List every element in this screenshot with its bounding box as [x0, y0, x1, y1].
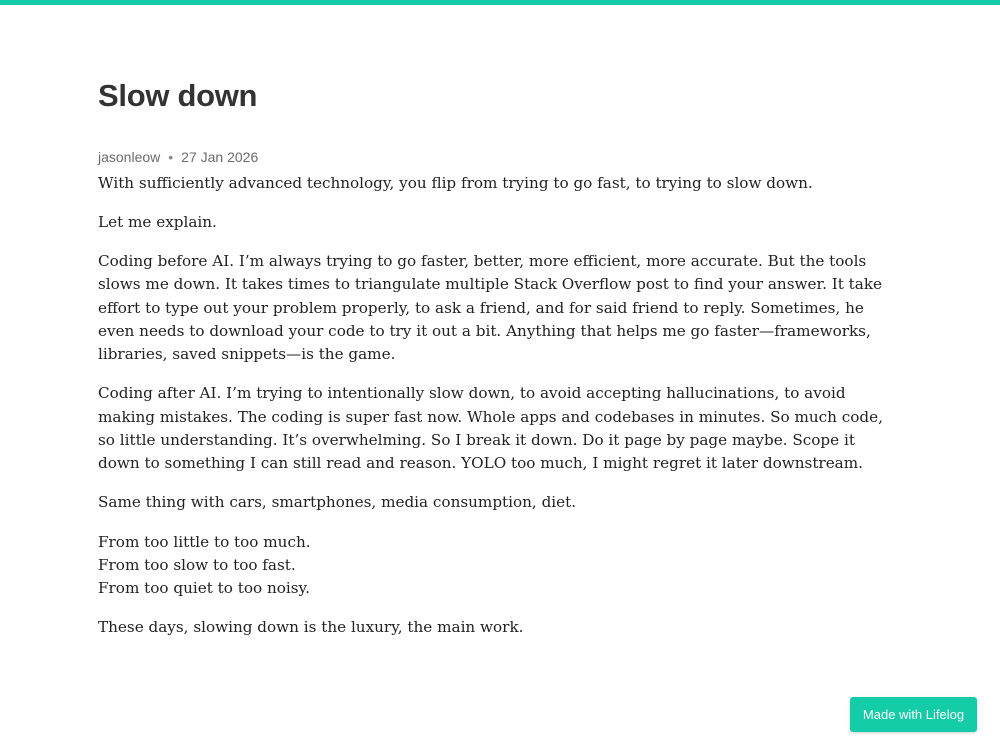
paragraph: Let me explain. — [98, 213, 217, 232]
paragraph: With sufficiently advanced technology, you flip from trying to go fast, to trying to slow down. — [98, 174, 813, 192]
verse-line: From too little to too much. — [98, 532, 311, 551]
top-accent-bar — [0, 0, 1000, 5]
author-name[interactable]: jasonleow — [98, 149, 161, 165]
closing-paragraph: These days, slowing down is the luxury, the main work. — [98, 618, 524, 637]
paragraph: Coding after AI. I’m trying to intentionally slow down, to avoid accepting hallucinations, to avoid making mistakes. The coding is super fast now. Whole apps and codebases in minutes. So much code, so little understanding. It’s overwhelming. So I break it down. Do it page by page maybe. Scope it down to something I can still read and reason. YOLO too much, I might regret it later downstream. — [98, 384, 883, 473]
paragraph: Same thing with cars, smartphones, media consumption, diet. — [98, 493, 577, 512]
meta-separator: • — [168, 149, 174, 165]
verse-line: From too slow to too fast. — [98, 555, 296, 574]
post-body — [98, 172, 888, 655]
paragraph: Coding before AI. I’m always trying to go faster, better, more efficient, more accurate. But the tools slows me down. It takes times to triangulate multiple Stack Overflow post to find your answer. It take effort to type out your problem properly, to ask a friend, and for said friend to reply. Sometimes, he even needs to download your code to try it out a bit. Anything that helps me go faster—frameworks, libraries, saved snippets—is the game. — [98, 252, 883, 364]
verse-paragraph — [98, 531, 888, 601]
post-date: 27 Jan 2026 — [181, 149, 259, 165]
post-title: Slow down — [98, 78, 258, 113]
verse-line: From too quiet to too noisy. — [98, 579, 310, 598]
post-meta — [98, 148, 258, 166]
made-with-lifelog-button[interactable]: Made with Lifelog — [850, 697, 977, 732]
